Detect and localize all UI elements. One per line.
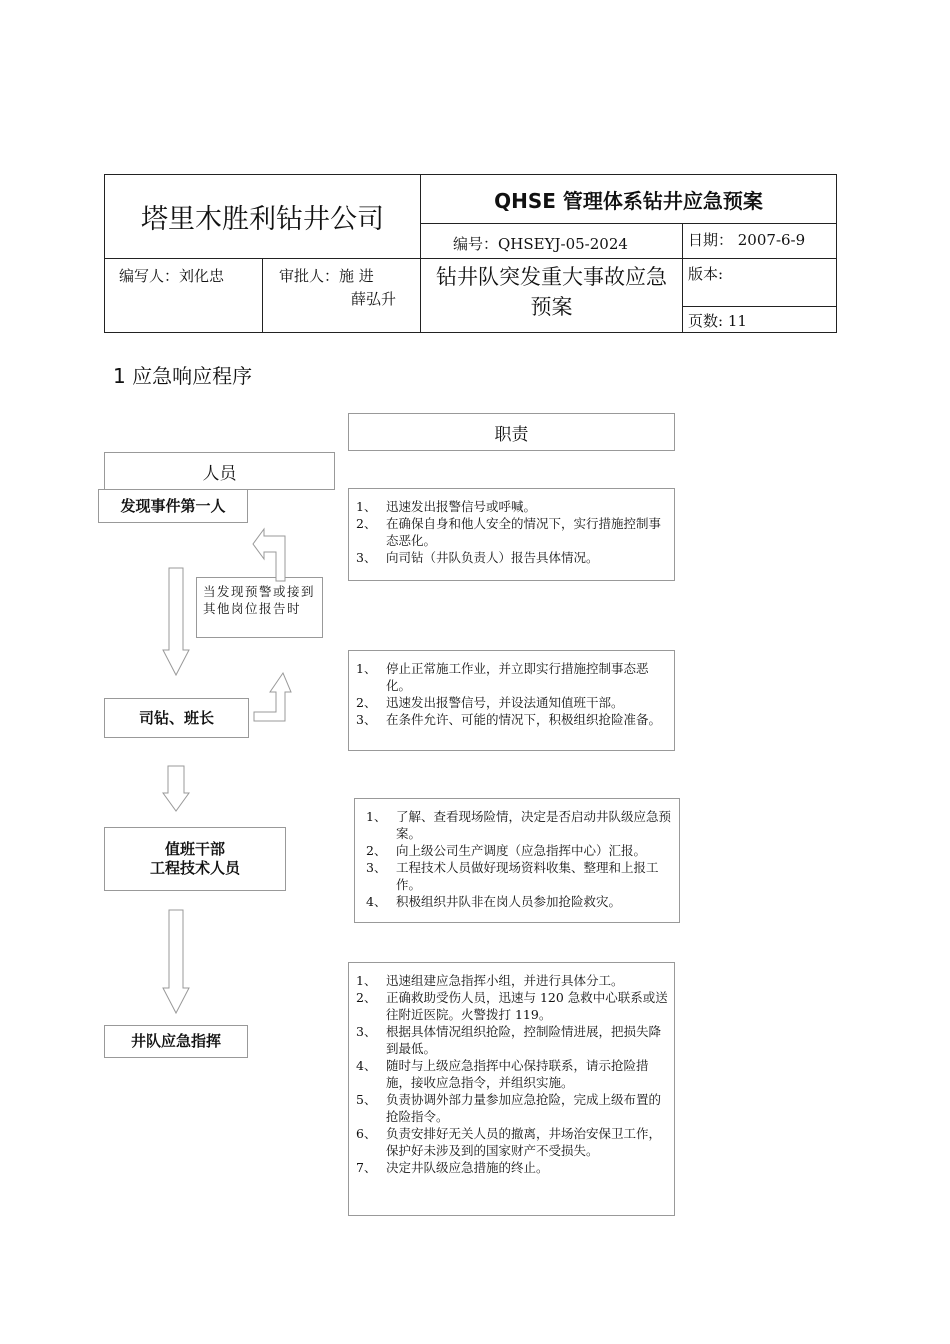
role-driller-foreman: 司钻、班长 — [104, 698, 249, 738]
duty-item: 2、 迅速发出报警信号，并设法通知值班干部。 — [356, 695, 624, 710]
duty-item: 1、 停止正常施工作业，并立即实行措施控制事态恶化。 — [356, 661, 649, 693]
system-title: QHSE 管理体系钻井应急预案 — [420, 174, 837, 224]
duty-item: 3、 根据具体情况组织抢险，控制险情进展，把损失降到最低。 — [356, 1024, 662, 1056]
role-first-discoverer: 发现事件第一人 — [98, 489, 248, 523]
duty-box-first-discoverer — [348, 488, 675, 581]
role-duty-officer: 值班干部 工程技术人员 — [104, 827, 286, 891]
document-header-table — [104, 174, 837, 333]
duty-item: 1、 迅速组建应急指挥小组，并进行具体分工。 — [356, 973, 624, 988]
duty-item: 6、 负责安排好无关人员的撤离，井场治安保卫工作，保护好未涉及到的国家财产不受损失。 — [356, 1126, 662, 1158]
duty-item: 1、 迅速发出报警信号或呼喊。 — [356, 499, 537, 514]
duty-item: 5、 负责协调外部力量参加应急抢险，完成上级布置的抢险指令。 — [356, 1092, 662, 1124]
company-name: 塔里木胜利钻井公司 — [104, 174, 421, 259]
approver — [262, 258, 421, 333]
plan-title: 钻井队突发重大事故应急预案 — [420, 258, 683, 333]
people-column-header: 人员 — [104, 452, 335, 490]
duty-box-duty-officer — [354, 798, 680, 923]
duty-item: 4、 随时与上级应急指挥中心保持联系，请示抢险措施，接收应急指令，并组织实施。 — [356, 1058, 649, 1090]
duty-item: 2、 向上级公司生产调度（应急指挥中心）汇报。 — [366, 843, 647, 858]
doc-number: 编号：QHSEYJ-05-2024 — [420, 223, 683, 259]
duty-item: 3、 向司钻（井队负责人）报告具体情况。 — [356, 550, 599, 565]
approver-label: 审批人：施 进 — [279, 267, 374, 285]
bent-arrow-icon — [252, 672, 292, 722]
down-arrow-icon — [162, 910, 190, 1014]
trigger-note: 当发现预警或接到其他岗位报告时 — [196, 577, 323, 638]
duty-item: 7、 决定井队级应急措施的终止。 — [356, 1160, 549, 1175]
section-title: 1 应急响应程序 — [113, 364, 253, 388]
down-arrow-icon — [162, 766, 190, 812]
duty-item: 4、 积极组织井队非在岗人员参加抢险救灾。 — [366, 894, 622, 909]
duty-box-team-commander — [348, 962, 675, 1216]
version: 版本: — [682, 258, 837, 307]
down-arrow-icon — [162, 568, 190, 676]
duty-box-driller-foreman — [348, 650, 675, 751]
duty-item: 3、 工程技术人员做好现场资料收集、整理和上报工作。 — [366, 860, 659, 892]
duty-item: 3、 在条件允许、可能的情况下，积极组织抢险准备。 — [356, 712, 662, 727]
duty-item: 2、 在确保自身和他人安全的情况下，实行措施控制事态恶化。 — [356, 516, 662, 548]
duty-column-header: 职责 — [348, 413, 675, 451]
bent-arrow-icon — [252, 518, 288, 582]
role-team-commander: 井队应急指挥 — [104, 1025, 248, 1058]
duty-item: 2、 正确救助受伤人员，迅速与 120 急救中心联系或送往附近医院。火警拨打 119。 — [356, 990, 668, 1022]
approver-second: 薛弘升 — [350, 290, 396, 308]
writer: 编写人：刘化忠 — [104, 258, 263, 333]
duty-item: 1、 了解、查看现场险情，决定是否启动井队级应急预案。 — [366, 809, 672, 841]
page-count: 页数: 11 — [682, 306, 837, 333]
doc-date: 日期： 2007-6-9 — [682, 223, 837, 259]
